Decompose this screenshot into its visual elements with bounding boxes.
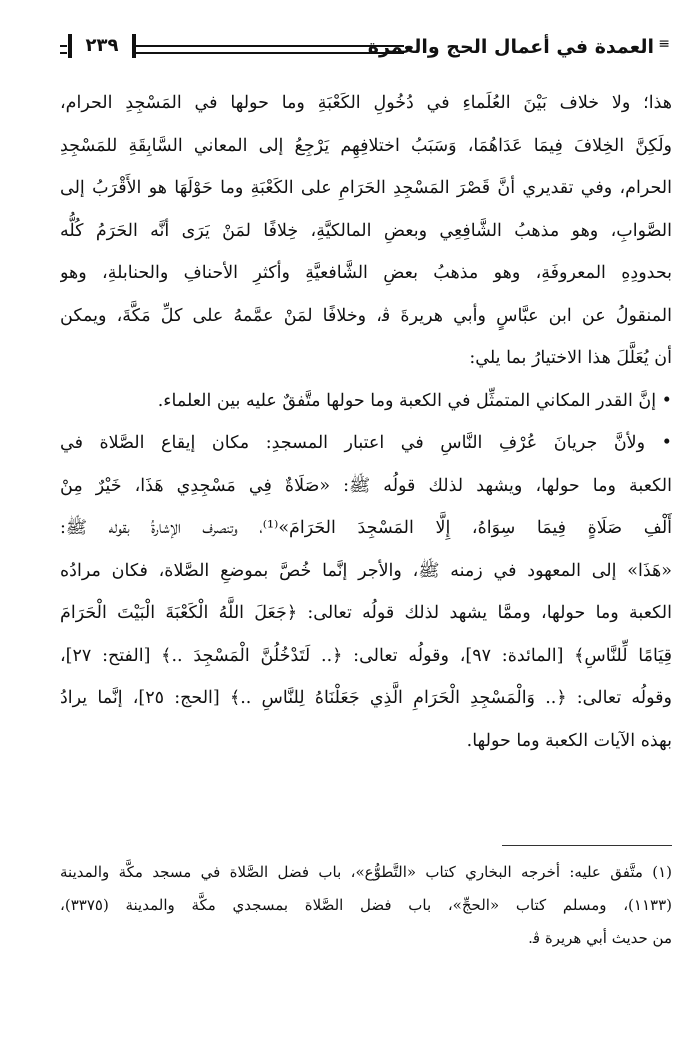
header-mark: ≡ <box>658 36 670 52</box>
text-line: قِيَامًا لِّلنَّاسِ﴾ [المائدة: ٩٧]، وقولُه تعالى: ﴿.. لَتَدْخُلُنَّ الْمَسْجِدَ ..﴾ [الفتح: ٢٧]، <box>60 645 672 666</box>
footnote-line: (١) متَّفق عليه: أخرجه البخاري كتاب «التَّطوُّع»، باب فضل الصَّلاة في مسجد مكَّة والمدينة <box>60 863 672 881</box>
text-line: بهذه الآيات الكعبة وما حولها. <box>466 730 672 751</box>
page-number-box <box>68 34 136 58</box>
bullet-line: • ولأنَّ جريانَ عُرْفِ النَّاسِ في اعتبار المسجدِ: مكان إيقاع الصَّلاة في <box>60 433 672 453</box>
text-line: أَلْفِ صَلَاةٍ فِيمَا سِوَاهُ، إِلَّا المَسْجِدَ الحَرَامَ»⁽¹⁾، وتنصرف الإشارةُ بقوله ﷺ: <box>60 518 672 538</box>
page-number: ٢٣٩ <box>85 35 119 56</box>
footnote-separator <box>502 845 672 846</box>
page-header <box>60 34 670 68</box>
text-line: وقولُه تعالى: ﴿.. وَالْمَسْجِدِ الْحَرَامِ الَّذِي جَعَلْنَاهُ لِلنَّاسِ ..﴾ [الحج: ٢٥]، إنَّما يرادُ <box>60 688 672 708</box>
text-line: بحدودِهِ المعروفَةِ، وهو مذهبُ بعضِ الشَّافعيَّةِ وأكثرِ الأحنافِ والحنابلةِ، وهو <box>60 263 672 283</box>
bullet-line: • إنَّ القدر المكاني المتمثِّل في الكعبة وما حولها متَّفقٌ عليه بين العلماء. <box>157 390 672 411</box>
text-line: الكعبة وما حولها، وممَّا يشهد لذلك قولُه تعالى: ﴿جَعَلَ اللَّهُ الْكَعْبَةَ الْبَيْتَ الْحَرَامَ <box>60 603 672 623</box>
text-line: الصَّوابِ، وهو مذهبُ الشَّافِعِي وبعضِ المالكيَّةِ، خِلافًا لمَنْ يَرَى أنَّه الحَرَمُ كُلُّه <box>60 220 672 241</box>
header-rule <box>134 45 404 54</box>
text-line: الحرام، وفي تقديري أنَّ قَصْرَ المَسْجِدِ الحَرَامِ على الكَعْبَةِ وما حَوْلَهَا هو الأَقْرَبُ إلى <box>60 178 672 198</box>
text-line: هذا؛ ولا خلاف بَيْنَ العُلَماءِ في دُخُولِ الكَعْبَةِ وما حولها في المَسْجِدِ الحرام، <box>60 93 672 113</box>
text-line: أن يُعَلَّلَ هذا الاختيارُ بما يلي: <box>469 348 672 368</box>
text-line: ولَكِنَّ الخِلافَ فِيمَا عَدَاهُمَا، وَسَبَبُ اختلافِهِم يَرْجِعُ إلى المعاني السَّابِقَةِ للمَسْجِدِ <box>60 135 672 156</box>
text-line: الكعبة وما حولها، ويشهد لذلك قولُه ﷺ: «صَلَاةٌ فِي مَسْجِدِي هَذَا، خَيْرٌ مِنْ <box>60 475 672 496</box>
main-text <box>60 82 672 762</box>
text-line: «هَذَا» إلى المعهود في زمنه ﷺ، والأجر إنَّما خُصَّ بموضعِ الصَّلاة، فكان مرادُه <box>60 560 672 581</box>
footnotes <box>60 856 672 955</box>
footnote-line: من حديث أبي هريرة ﭬ. <box>528 929 672 947</box>
text-line: المنقولُ عن ابن عبَّاسٍ وأبي هريرةَ ﭬ، وخلافًا لمَنْ عمَّمهُ على كلِّ مَكَّةَ، ويمكن <box>60 305 672 326</box>
running-title: العمدة في أعمال الحج والعمرة <box>367 36 654 58</box>
header-end-mark <box>60 45 67 54</box>
footnote-line: (١١٣٣)، ومسلم كتاب «الحجِّ»، باب فضل الصَّلاة بمسجدي مكَّة والمدينة (٣٣٧٥)، <box>60 896 672 914</box>
